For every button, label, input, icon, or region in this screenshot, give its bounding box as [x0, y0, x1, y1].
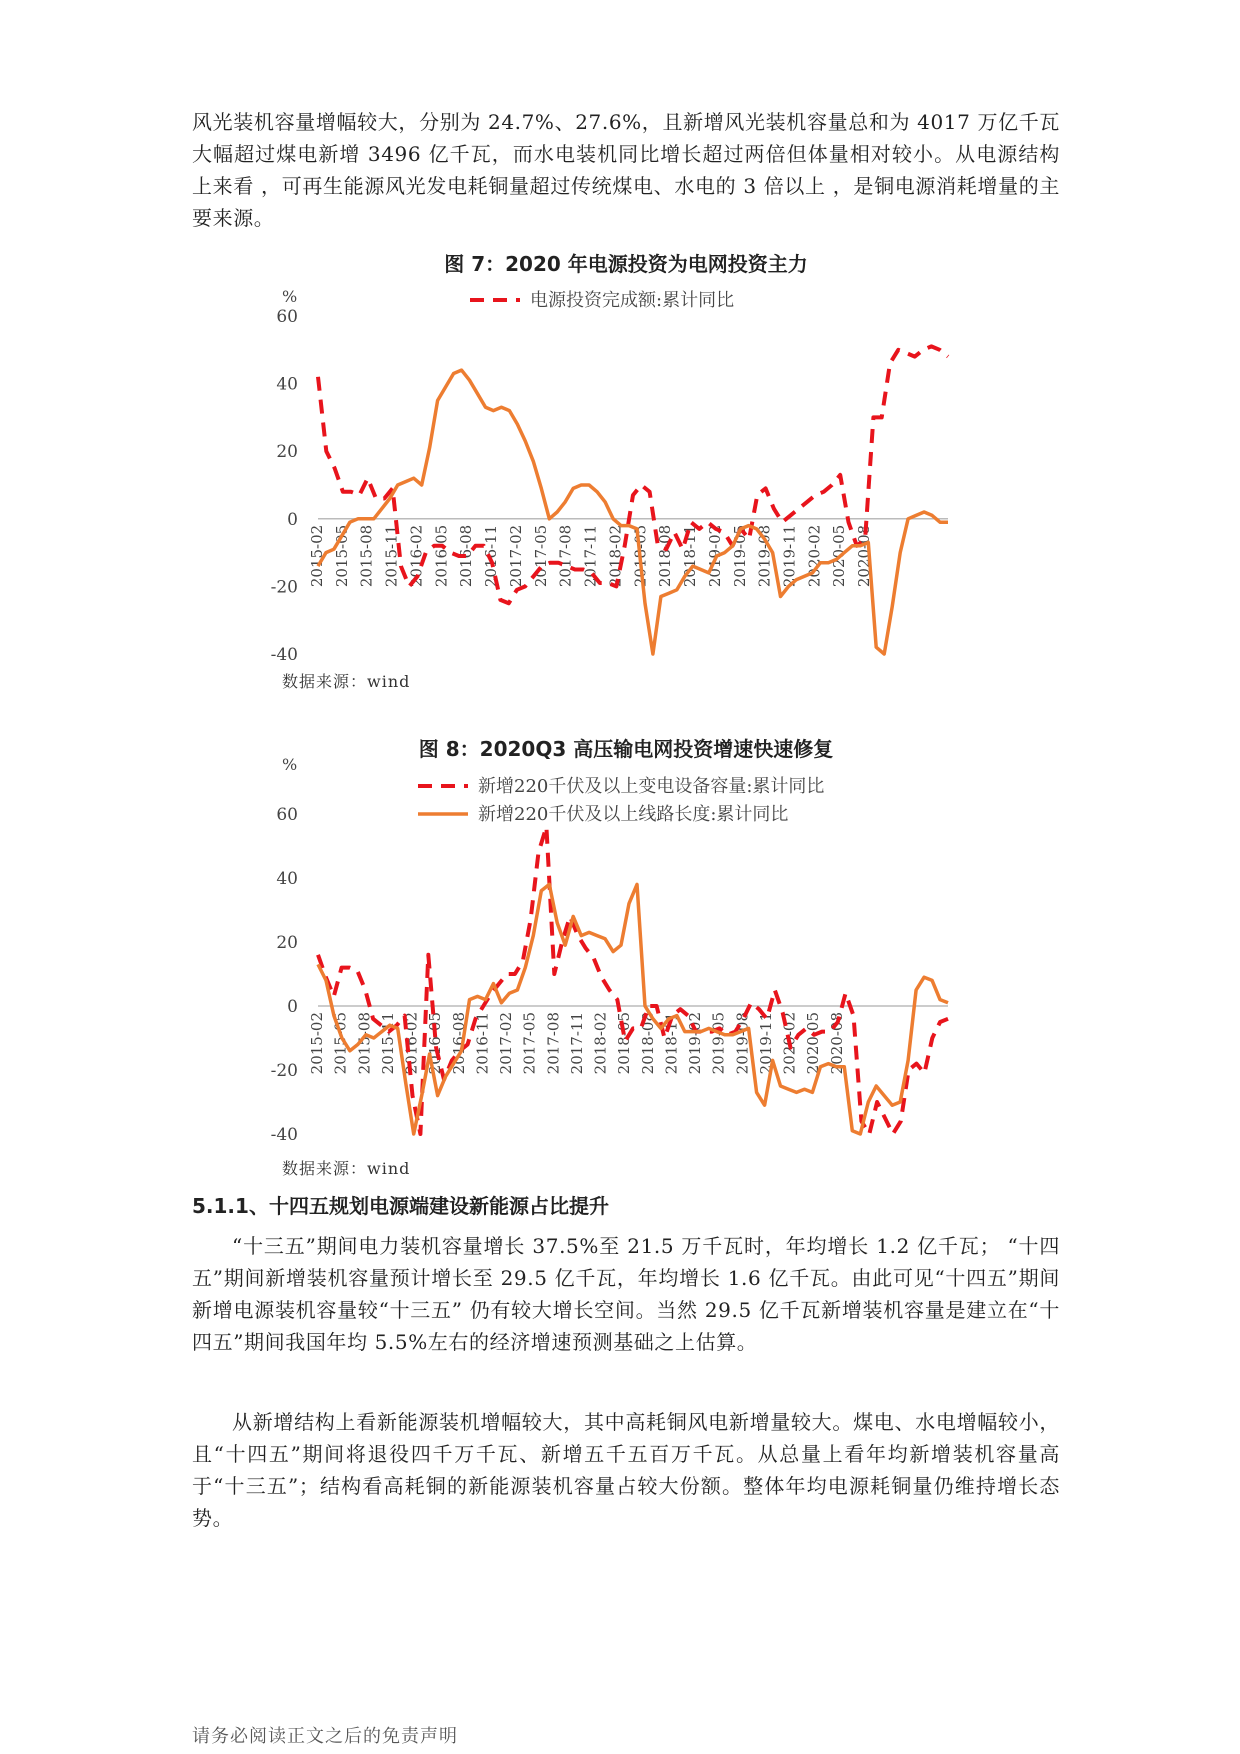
figure-7-title: 图 7：2020 年电源投资为电网投资主力: [444, 252, 808, 276]
x-tick-label: 2018-05: [615, 1012, 634, 1075]
figure-8-title: 图 8：2020Q3 高压输电网投资增速快速修复: [418, 737, 834, 761]
legend-label: 电源投资完成额:累计同比: [530, 290, 735, 311]
figure-8-chart: [0, 755, 1240, 1162]
y-tick-label: 40: [276, 374, 298, 395]
y-tick-label: 0: [287, 509, 298, 530]
x-tick-label: 2015-08: [357, 524, 376, 588]
x-tick-label: 2019-02: [686, 1012, 704, 1075]
x-tick-label: 2019-08: [755, 524, 774, 588]
y-tick-label: 60: [276, 805, 298, 825]
footer-disclaimer: 请务必阅读正文之后的免责声明: [192, 1726, 458, 1747]
paragraph-new-structure: 从新增结构上看新能源装机增幅较大，其中高耗铜风电新增量较大。煤电、水电增幅较小，且“十四五”期间将退役四千万千瓦、新增五千五百万千瓦。从总量上看年均新增装机容量高于“十三五”；结构看高耗铜的新能源装机容量占较大份额。整体年均电源耗铜量仍维持增长态势。: [192, 1410, 1060, 1530]
x-tick-label: 2015-08: [355, 1012, 374, 1075]
x-tick-label: 2020-02: [780, 1012, 799, 1075]
figure-7-chart: [0, 280, 1240, 670]
series-line-dashed: [318, 827, 948, 1134]
x-tick-label: 2017-08: [544, 1012, 563, 1075]
x-tick-label: 2020-08: [855, 524, 874, 588]
x-tick-label: 2020-02: [805, 524, 824, 588]
y-unit-label: %: [282, 755, 298, 774]
paragraph-13th-14th-plan: “十三五”期间电力装机容量增长 37.5%至 21.5 万千瓦时，年均增长 1.2 亿千瓦； “十四五”期间新增装机容量预计增长至 29.5 亿千瓦，年均增长 1.6 亿千瓦。由此可见“十四五”期间新增电源装机容量较“十三五” 仍有较大增长空间。当然 29.5 亿千瓦新增装机容量是建立在“十四五”期间我国年均 5.5%左右的经济增速预测基础之上估算。: [192, 1234, 1060, 1354]
x-tick-label: 2019-02: [705, 524, 724, 588]
x-tick-label: 2018-11: [681, 524, 700, 588]
x-tick-label: 2020-05: [830, 524, 849, 588]
x-tick-label: 2019-11: [756, 1012, 775, 1075]
x-tick-label: 2015-05: [332, 524, 351, 588]
x-tick-label: 2020-08: [827, 1012, 846, 1075]
intro-paragraph: 风光装机容量增幅较大，分别为 24.7%、27.6%，且新增风光装机容量总和为 4017 万亿千瓦大幅超过煤电新增 3496 亿千瓦，而水电装机同比增长超过两倍但体量相对较小。从电源结构上来看 ，可再生能源风光发电耗铜量超过传统煤电、水电的 3 倍以上 ，是铜电源消耗增量的主要来源。: [192, 110, 1060, 230]
y-tick-label: 20: [276, 442, 298, 463]
x-tick-label: 2016-02: [407, 524, 426, 588]
x-tick-label: 2017-11: [581, 524, 600, 588]
y-tick-label: 40: [276, 869, 298, 889]
series-line-solid: [318, 370, 948, 654]
x-tick-label: 2015-11: [378, 1012, 397, 1075]
x-tick-label: 2015-02: [308, 524, 326, 588]
y-tick-label: 60: [276, 307, 298, 327]
x-tick-label: 2019-11: [780, 524, 799, 588]
x-tick-label: 2018-05: [631, 524, 650, 588]
x-tick-label: 2016-08: [449, 1012, 468, 1075]
y-tick-label: -20: [270, 1061, 298, 1081]
y-unit-label: %: [282, 287, 298, 306]
x-tick-label: 2020-05: [804, 1012, 823, 1075]
x-tick-label: 2018-08: [656, 524, 675, 588]
x-tick-label: 2019-05: [730, 524, 749, 588]
x-tick-label: 2015-02: [308, 1012, 326, 1075]
x-tick-label: 2017-02: [497, 1012, 515, 1075]
y-tick-label: -20: [270, 577, 298, 598]
x-tick-label: 2015-05: [331, 1012, 350, 1075]
x-tick-label: 2018-11: [662, 1012, 681, 1075]
y-tick-label: -40: [270, 645, 298, 665]
x-tick-label: 2019-08: [733, 1012, 752, 1075]
figure-7-source: 数据来源：wind: [282, 672, 411, 691]
x-tick-label: 2016-02: [402, 1012, 421, 1075]
legend-label: 新增220千伏及以上线路长度:累计同比: [478, 804, 789, 825]
x-tick-label: 2017-02: [506, 524, 525, 588]
legend-label: 新增220千伏及以上变电设备容量:累计同比: [478, 776, 825, 797]
x-tick-label: 2018-02: [606, 524, 625, 588]
x-tick-label: 2016-11: [473, 1012, 492, 1075]
section-heading: 5.1.1、十四五规划电源端建设新能源占比提升: [192, 1194, 609, 1218]
x-tick-label: 2017-08: [556, 524, 575, 588]
y-tick-label: 20: [276, 933, 298, 953]
x-tick-label: 2016-05: [432, 524, 451, 588]
x-tick-label: 2019-05: [709, 1012, 728, 1075]
x-tick-label: 2015-11: [382, 524, 401, 588]
x-tick-label: 2016-08: [457, 524, 476, 588]
y-tick-label: 0: [287, 997, 298, 1017]
x-tick-label: 2018-08: [638, 1012, 657, 1075]
x-tick-label: 2016-11: [482, 524, 501, 588]
x-tick-label: 2016-05: [426, 1012, 445, 1075]
x-tick-label: 2018-02: [591, 1012, 610, 1075]
figure-8-source: 数据来源：wind: [282, 1159, 411, 1178]
x-tick-label: 2017-05: [531, 524, 550, 588]
x-tick-label: 2017-11: [567, 1012, 586, 1075]
x-tick-label: 2017-05: [520, 1012, 539, 1075]
y-tick-label: -40: [270, 1125, 298, 1145]
